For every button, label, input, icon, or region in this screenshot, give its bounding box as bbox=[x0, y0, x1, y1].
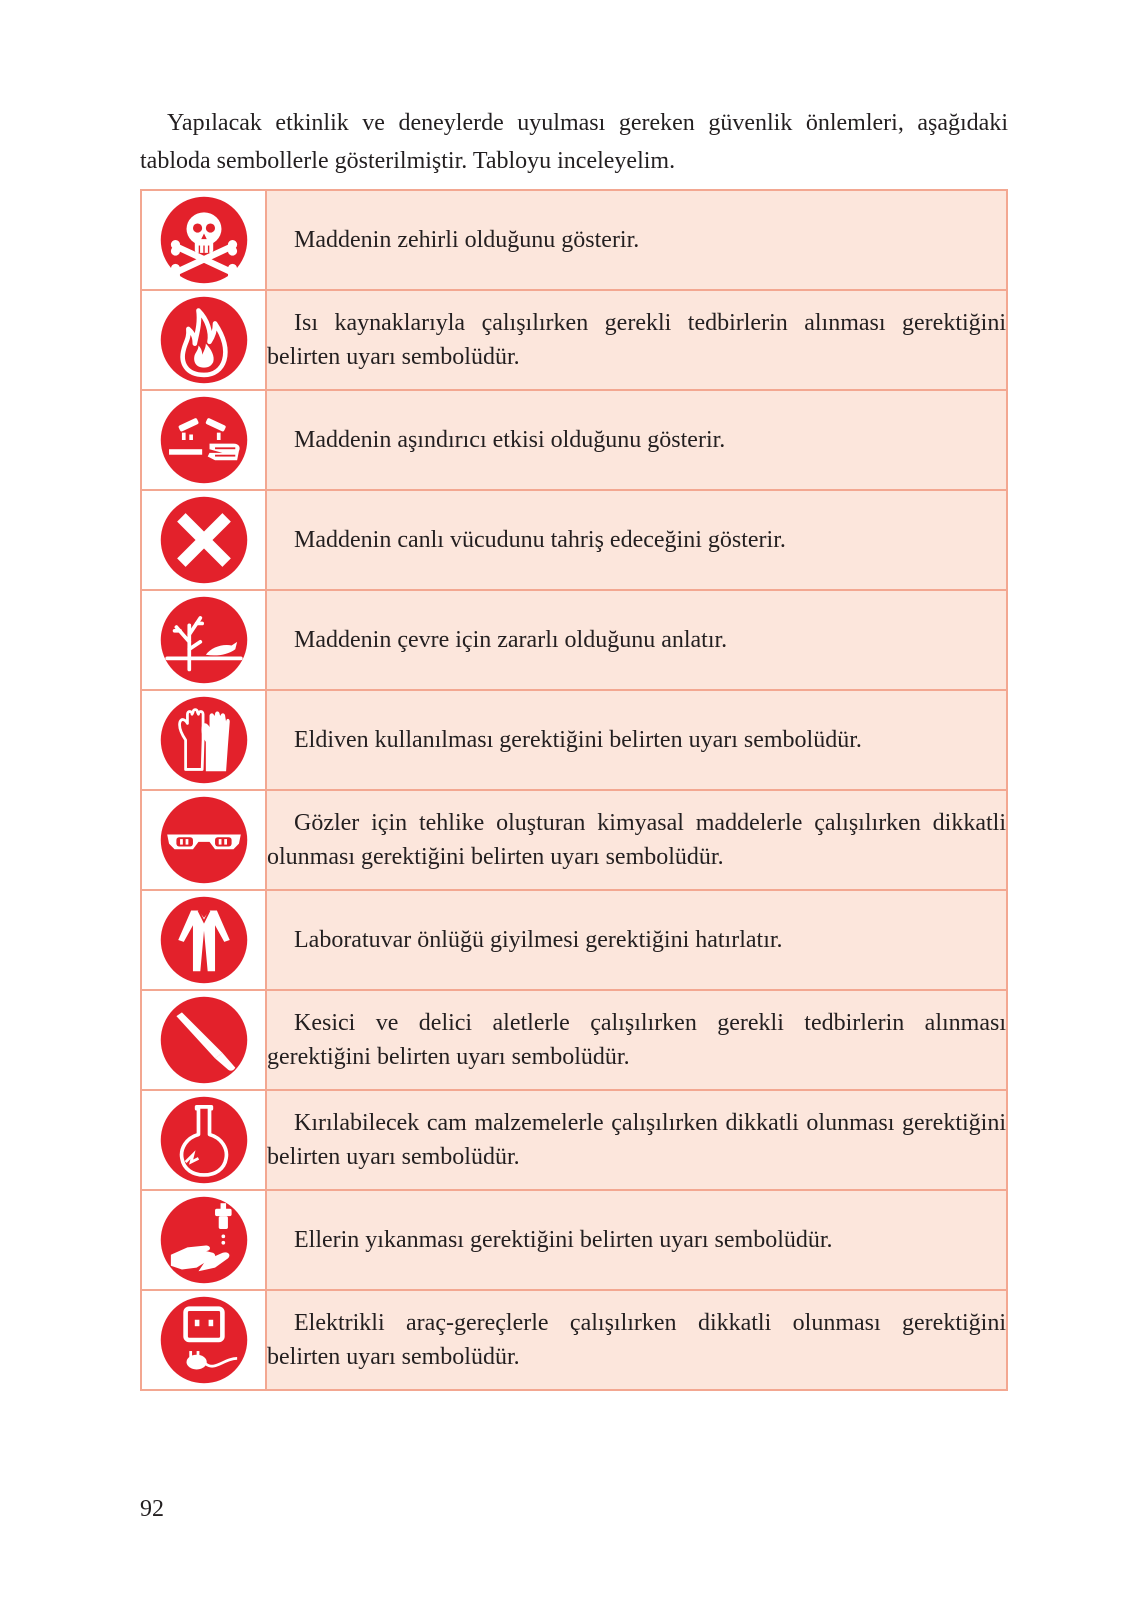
irritant-x-icon bbox=[158, 494, 250, 586]
intro-paragraph bbox=[140, 104, 1008, 180]
safety-goggles-icon bbox=[158, 794, 250, 886]
symbol-description bbox=[266, 190, 1007, 290]
gloves-icon bbox=[158, 694, 250, 786]
table-row bbox=[141, 690, 1007, 790]
symbol-description bbox=[266, 1290, 1007, 1390]
symbol-description-text: Maddenin canlı vücudunu tahriş edeceğini gösterir. bbox=[294, 527, 786, 553]
symbol-description-text: Maddenin aşındırıcı etkisi olduğunu gösterir. bbox=[294, 427, 726, 453]
symbol-description bbox=[266, 890, 1007, 990]
table-row bbox=[141, 590, 1007, 690]
symbol-description bbox=[266, 790, 1007, 890]
symbol-description bbox=[266, 290, 1007, 390]
intro-text: Yapılacak etkinlik ve deneylerde uyulması gereken güvenlik önlemleri, aşağıdaki tabloda sembollerle gösterilmiştir. Tabloyu inceleyelim. bbox=[140, 110, 1008, 174]
symbol-description-text: Elektrikli araç-gereçlerle çalışılırken dikkatli olunması gerektiğini belirten uyarı sembolüdür. bbox=[267, 1310, 1006, 1370]
symbol-description bbox=[266, 990, 1007, 1090]
flame-icon bbox=[158, 294, 250, 386]
table-row bbox=[141, 490, 1007, 590]
symbol-description-text: Laboratuvar önlüğü giyilmesi gerektiğini hatırlatır. bbox=[294, 927, 783, 953]
symbol-description-text: Maddenin çevre için zararlı olduğunu anlatır. bbox=[294, 627, 728, 653]
symbol-description bbox=[266, 490, 1007, 590]
table-row bbox=[141, 890, 1007, 990]
table-row bbox=[141, 990, 1007, 1090]
skull-crossbones-icon bbox=[158, 194, 250, 286]
symbol-cell bbox=[141, 190, 266, 290]
symbol-description bbox=[266, 390, 1007, 490]
symbol-cell bbox=[141, 1190, 266, 1290]
page-number: 92 bbox=[140, 1496, 164, 1522]
lab-coat-icon bbox=[158, 894, 250, 986]
table-row bbox=[141, 290, 1007, 390]
symbol-cell bbox=[141, 890, 266, 990]
electrical-icon bbox=[158, 1294, 250, 1386]
symbol-description-text: Kesici ve delici aletlerle çalışılırken gerekli tedbirlerin alınması gerektiğini belirten uyarı sembolüdür. bbox=[267, 1010, 1006, 1070]
sharp-object-icon bbox=[158, 994, 250, 1086]
table-row bbox=[141, 1290, 1007, 1390]
symbol-description-text: Gözler için tehlike oluşturan kimyasal maddelerle çalışılırken dikkatli olunması gerektiğini belirten uyarı sembolüdür. bbox=[267, 810, 1006, 870]
table-row bbox=[141, 190, 1007, 290]
symbol-cell bbox=[141, 290, 266, 390]
safety-symbols-table bbox=[140, 189, 1008, 1391]
symbol-description-text: Eldiven kullanılması gerektiğini belirten uyarı sembolüdür. bbox=[294, 727, 862, 753]
symbol-description bbox=[266, 1190, 1007, 1290]
symbol-cell bbox=[141, 590, 266, 690]
hand-washing-icon bbox=[158, 1194, 250, 1286]
symbol-description bbox=[266, 1090, 1007, 1190]
symbol-description-text: Maddenin zehirli olduğunu gösterir. bbox=[294, 227, 640, 253]
symbol-description-text: Kırılabilecek cam malzemelerle çalışılırken dikkatli olunması gerektiğini belirten uyarı sembolüdür. bbox=[267, 1110, 1006, 1170]
symbol-description-text: Isı kaynaklarıyla çalışılırken gerekli tedbirlerin alınması gerektiğini belirten uyarı sembolüdür. bbox=[267, 310, 1006, 370]
symbol-description bbox=[266, 590, 1007, 690]
table-row bbox=[141, 790, 1007, 890]
corrosive-icon bbox=[158, 394, 250, 486]
symbol-cell bbox=[141, 390, 266, 490]
symbol-cell bbox=[141, 1090, 266, 1190]
table-row bbox=[141, 1190, 1007, 1290]
table-row bbox=[141, 1090, 1007, 1190]
table-row bbox=[141, 390, 1007, 490]
environment-hazard-icon bbox=[158, 594, 250, 686]
symbol-description-text: Ellerin yıkanması gerektiğini belirten uyarı sembolüdür. bbox=[294, 1227, 833, 1253]
symbol-cell bbox=[141, 690, 266, 790]
symbol-cell bbox=[141, 490, 266, 590]
symbol-cell bbox=[141, 790, 266, 890]
symbol-cell bbox=[141, 990, 266, 1090]
glassware-icon bbox=[158, 1094, 250, 1186]
symbol-cell bbox=[141, 1290, 266, 1390]
symbol-description bbox=[266, 690, 1007, 790]
